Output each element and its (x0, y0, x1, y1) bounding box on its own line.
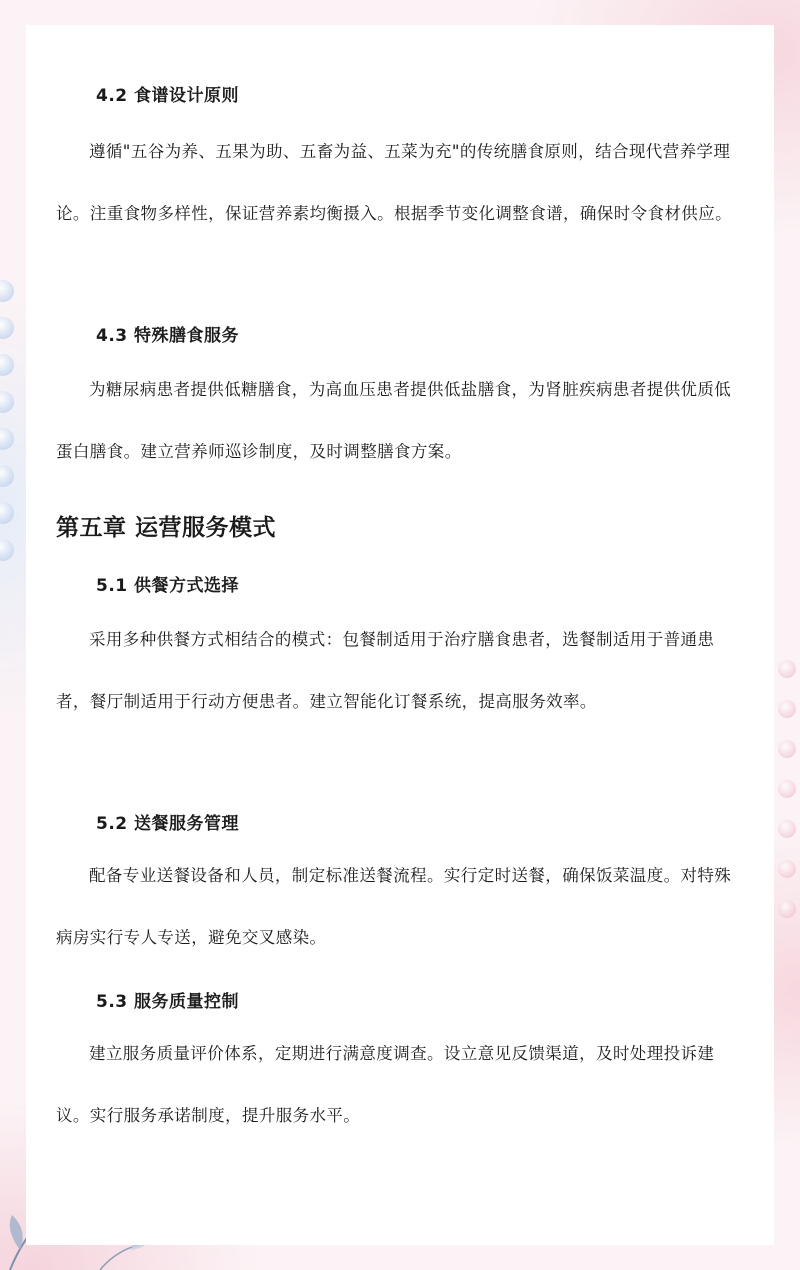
section-body-5-1: 采用多种供餐方式相结合的模式：包餐制适用于治疗膳食患者，选餐制适用于普通患者，餐厅制适用于行动方便患者。建立智能化订餐系统，提高服务效率。 (56, 630, 715, 711)
section-body-4-3: 为糖尿病患者提供低糖膳食，为高血压患者提供低盐膳食，为肾脏疾病患者提供优质低蛋白膳食。建立营养师巡诊制度，及时调整膳食方案。 (56, 380, 732, 461)
decorative-bead (0, 428, 14, 450)
decorative-dots-right (778, 660, 800, 940)
decorative-bead (778, 700, 796, 718)
decorative-bead (778, 740, 796, 758)
decorative-bead (0, 317, 14, 339)
section-heading-4-3: 4.3 特殊膳食服务 (96, 326, 240, 346)
decorative-bead (778, 820, 796, 838)
section-body-5-3: 建立服务质量评价体系，定期进行满意度调查。设立意见反馈渠道，及时处理投诉建议。实行服务承诺制度，提升服务水平。 (56, 1044, 715, 1125)
section-heading-5-1: 5.1 供餐方式选择 (96, 576, 240, 596)
decorative-bead (0, 502, 14, 524)
decorative-bead (778, 860, 796, 878)
decorative-dots-left (0, 280, 26, 576)
section-body-5-2: 配备专业送餐设备和人员，制定标准送餐流程。实行定时送餐，确保饭菜温度。对特殊病房实行专人专送，避免交叉感染。 (56, 866, 732, 947)
decorative-bead (0, 354, 14, 376)
decorative-bead (778, 780, 796, 798)
chapter-title: 第五章 运营服务模式 (56, 515, 277, 541)
decorative-bead (0, 539, 14, 561)
section-body-4-2: 遵循"五谷为养、五果为助、五畜为益、五菜为充"的传统膳食原则，结合现代营养学理论。注重食物多样性，保证营养素均衡摄入。根据季节变化调整食谱，确保时令食材供应。 (56, 142, 732, 223)
decorative-bead (0, 465, 14, 487)
document-page (26, 25, 774, 1245)
decorative-bead (0, 280, 14, 302)
section-heading-4-2: 4.2 食谱设计原则 (96, 86, 240, 106)
decorative-bead (778, 900, 796, 918)
decorative-bead (778, 660, 796, 678)
section-heading-5-2: 5.2 送餐服务管理 (96, 814, 240, 834)
section-heading-5-3: 5.3 服务质量控制 (96, 992, 240, 1012)
decorative-bead (0, 391, 14, 413)
